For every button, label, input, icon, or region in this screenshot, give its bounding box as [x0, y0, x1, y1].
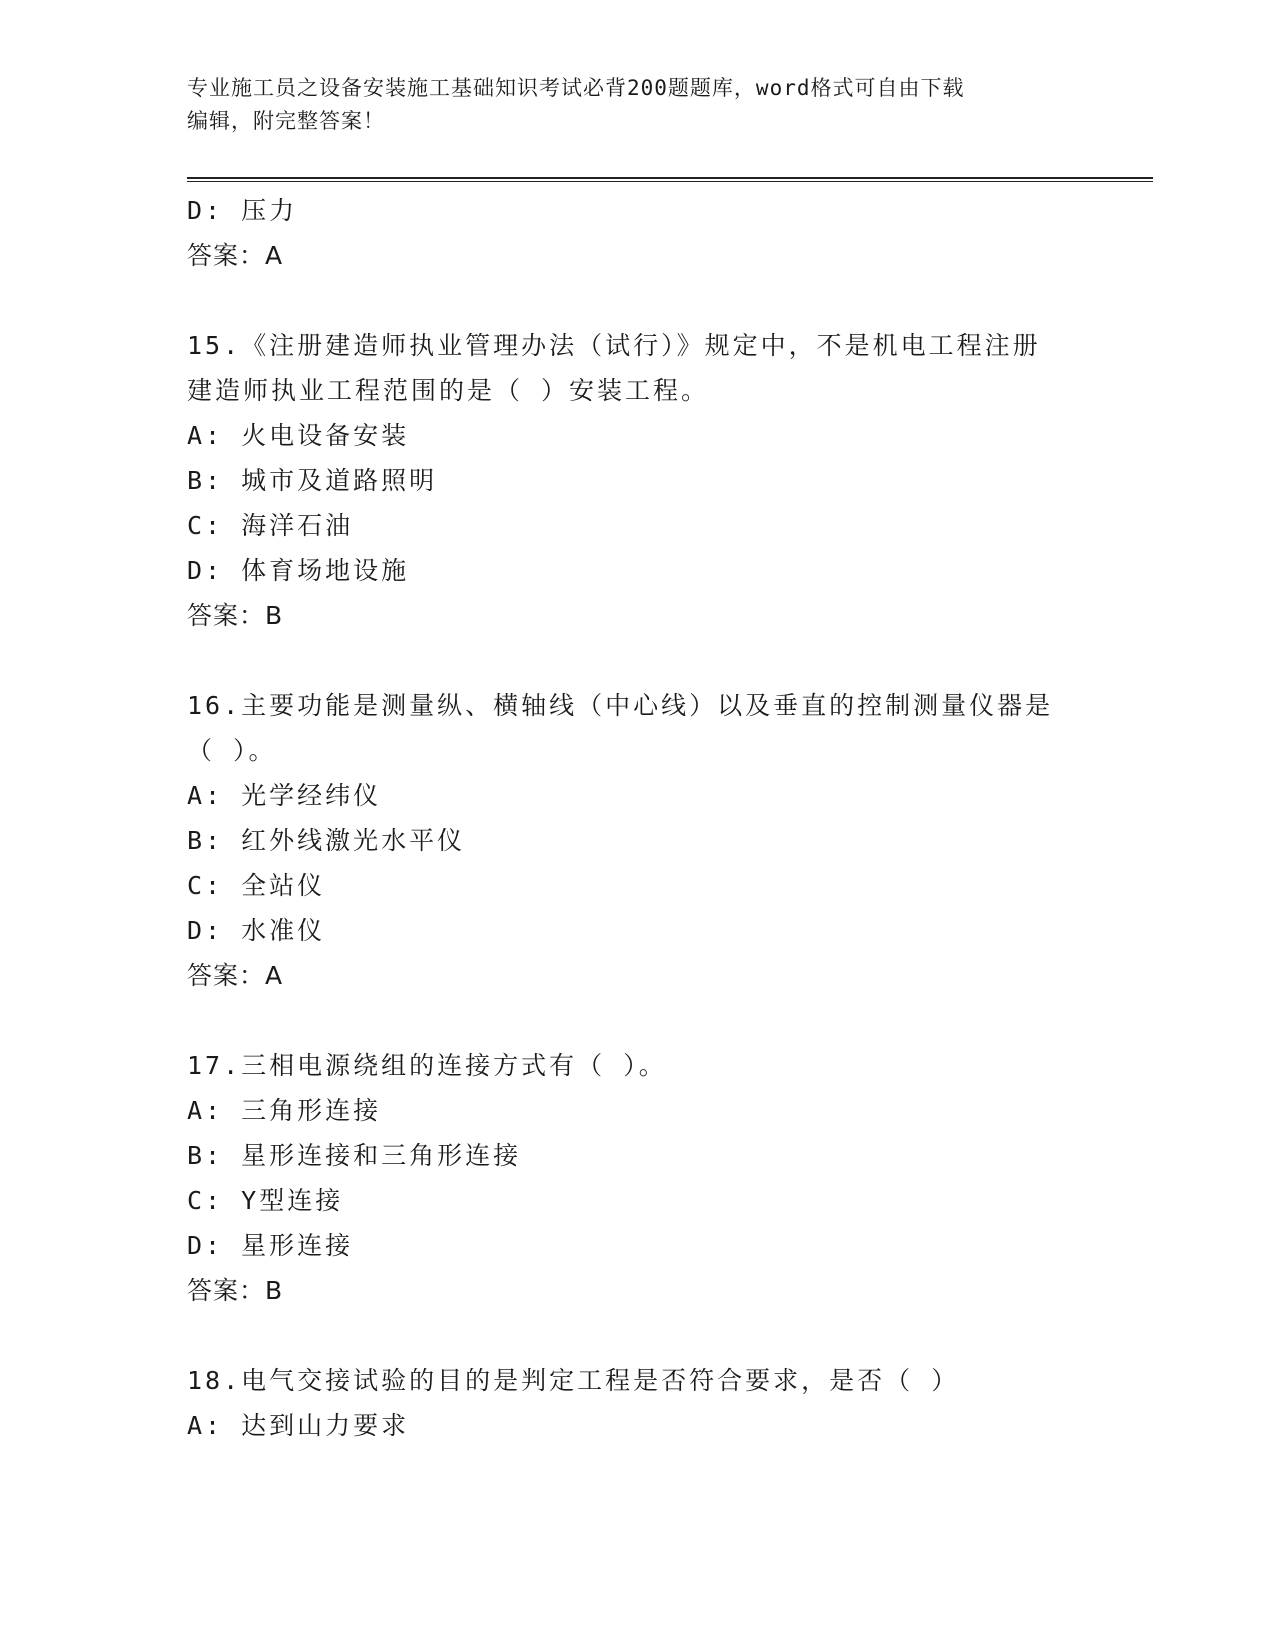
answer-line: 答案：A [187, 241, 284, 270]
question-text-line-1: 17.三相电源绕组的连接方式有（ ）。 [187, 1051, 667, 1080]
question-14-tail [187, 188, 1087, 278]
option-c: C: 海洋石油 [187, 511, 354, 540]
answer-line: 答案：B [187, 601, 284, 630]
header-line-2: 编辑，附完整答案！ [187, 109, 385, 133]
question-text-line-2: 建造师执业工程范围的是（ ）安装工程。 [187, 376, 710, 405]
option-c: C: Y型连接 [187, 1186, 344, 1215]
question-text-line-1: 15.《注册建造师执业管理办法（试行）》规定中，不是机电工程注册 [187, 331, 1041, 360]
option-a: A: 光学经纬仪 [187, 781, 382, 810]
header-divider-thin [187, 181, 1153, 182]
option-a: A: 火电设备安装 [187, 421, 410, 450]
question-text-line-1: 18.电气交接试验的目的是判定工程是否符合要求，是否（ ） [187, 1366, 960, 1395]
option-a: A: 达到山力要求 [187, 1411, 410, 1440]
header-divider-thick [187, 177, 1153, 179]
option-b: B: 城市及道路照明 [187, 466, 438, 495]
answer-line: 答案：B [187, 1276, 284, 1305]
option-d: D: 体育场地设施 [187, 556, 410, 585]
option-d: D: 压力 [187, 196, 298, 225]
question-16 [187, 683, 1087, 998]
question-17 [187, 1043, 1087, 1313]
question-15 [187, 323, 1087, 638]
question-text-line-1: 16.主要功能是测量纵、横轴线（中心线）以及垂直的控制测量仪器是 [187, 691, 1054, 720]
spacer [187, 1313, 1087, 1358]
document-header [187, 72, 1067, 138]
option-d: D: 水准仪 [187, 916, 326, 945]
spacer [187, 998, 1087, 1043]
spacer [187, 638, 1087, 683]
answer-line: 答案：A [187, 961, 284, 990]
question-list [187, 188, 1087, 1448]
spacer [187, 278, 1087, 323]
option-b: B: 星形连接和三角形连接 [187, 1141, 522, 1170]
option-a: A: 三角形连接 [187, 1096, 382, 1125]
option-b: B: 红外线激光水平仪 [187, 826, 466, 855]
option-c: C: 全站仪 [187, 871, 326, 900]
question-18 [187, 1358, 1087, 1448]
question-text-line-2: （ ）。 [187, 736, 277, 765]
header-line-1: 专业施工员之设备安装施工基础知识考试必背200题题库，word格式可自由下载 [187, 76, 965, 100]
option-d: D: 星形连接 [187, 1231, 354, 1260]
